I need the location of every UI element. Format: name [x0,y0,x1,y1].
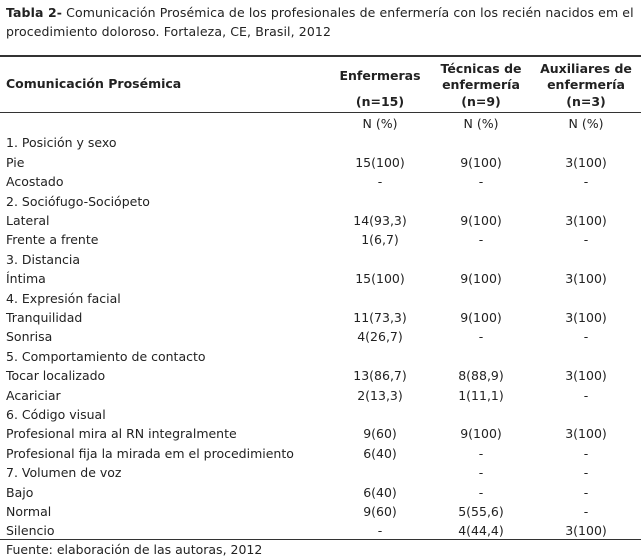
cell-tecnicas: - [478,329,484,345]
row-label: Normal [6,504,52,519]
table-row [0,405,641,424]
header-category: Comunicación Prosémica [6,76,182,91]
table-row [0,347,641,366]
row-label: Tranquilidad [6,310,83,325]
table-source: Fuente: elaboración de las autoras, 2012 [6,542,263,557]
table-row [0,463,641,482]
table-row [0,386,641,405]
cell-auxiliares: 3(100) [565,523,607,539]
table-row [0,289,641,308]
row-label: Sonrisa [6,329,53,345]
cell-auxiliares: N (%) [568,116,604,131]
cell-tecnicas: 9(100) [460,154,502,170]
row-label: Acariciar [6,387,61,403]
table-row [0,269,641,288]
row-label: Profesional mira al RN integralmente [6,426,237,442]
row-label: Acostado [6,174,64,190]
table-row [0,327,641,346]
cell-tecnicas: - [478,445,484,461]
cell-auxiliares: - [583,387,589,403]
row-label: Bajo [6,484,34,500]
table-row [0,230,641,249]
cell-tecnicas: - [478,232,484,248]
row-label: Profesional fija la mirada em el procedimiento [6,445,294,461]
cell-enfermeras: 9(60) [363,504,397,519]
header-col1-n: (n=15) [355,94,405,109]
header-col2-title-line2: enfermería [442,77,520,92]
cell-tecnicas: 1(11,1) [458,387,504,403]
row-label: Íntima [6,271,46,287]
cell-enfermeras: 11(73,3) [353,310,407,325]
cell-auxiliares: - [583,504,589,519]
cell-tecnicas: 5(55,6) [458,504,504,519]
cell-auxiliares: - [583,329,589,345]
row-label: 1. Posición y sexo [6,135,117,151]
cell-enfermeras: 13(86,7) [353,368,407,384]
table-row [0,308,641,327]
cell-enfermeras: 9(60) [363,426,397,442]
table-row [0,172,641,191]
cell-enfermeras: 2(13,3) [357,387,403,403]
row-label: 6. Código visual [6,407,106,422]
cell-tecnicas: 9(100) [460,426,502,442]
table-row [0,153,641,172]
cell-enfermeras: 14(93,3) [353,213,407,228]
header-col2-n: (n=9) [461,94,501,109]
cell-enfermeras: 1(6,7) [361,232,399,248]
header-col3-title-line1: Auxiliares de [540,61,632,76]
row-label: 7. Volumen de voz [6,465,122,481]
row-label: Lateral [6,213,50,228]
cell-tecnicas: 9(100) [460,271,502,287]
cell-tecnicas: 8(88,9) [458,368,504,384]
cell-enfermeras: 6(40) [363,484,397,500]
cell-auxiliares: 3(100) [565,426,607,442]
cell-auxiliares: 3(100) [565,310,607,325]
table-caption-text: Comunicación Prosémica de los profesionales de enfermería con los recién nacidos em el procedimiento doloroso. Fortaleza, CE, Brasil, 2012 [6,5,634,39]
cell-tecnicas: - [478,465,484,481]
cell-tecnicas: 9(100) [460,213,502,228]
cell-tecnicas: - [478,484,484,500]
table-row [0,114,641,133]
cell-tecnicas: 9(100) [460,310,502,325]
table-row [0,366,641,385]
table-row [0,444,641,463]
cell-tecnicas: - [478,174,484,190]
cell-enfermeras: 15(100) [355,154,405,170]
table-caption [6,3,636,41]
cell-enfermeras: - [377,523,383,539]
row-label: 4. Expresión facial [6,290,121,306]
header-col3-title-line2: enfermería [547,77,625,92]
cell-auxiliares: - [583,465,589,481]
cell-enfermeras: 6(40) [363,445,397,461]
cell-auxiliares: - [583,232,589,248]
table-row [0,521,641,540]
row-label: Silencio [6,523,55,539]
cell-enfermeras: N (%) [362,116,398,131]
row-label: Pie [6,154,25,170]
table-row [0,133,641,152]
top-rule [0,55,641,57]
header-col2-title-line1: Técnicas de [440,61,522,76]
cell-auxiliares: 3(100) [565,271,607,287]
table-row [0,502,641,521]
row-label: Tocar localizado [6,368,106,384]
cell-tecnicas: N (%) [463,116,499,131]
cell-enfermeras: 4(26,7) [357,329,403,345]
row-label: 3. Distancia [6,251,80,267]
bottom-rule [0,539,641,540]
row-label: 2. Sociófugo-Sociópeto [6,193,150,209]
table-label: Tabla 2- [6,5,63,20]
cell-auxiliares: 3(100) [565,368,607,384]
table-row [0,211,641,230]
header-col3-n: (n=3) [566,94,606,109]
row-label: 5. Comportamiento de contacto [6,348,206,364]
header-col1-title: Enfermeras [339,68,421,83]
cell-auxiliares: - [583,484,589,500]
cell-enfermeras: 15(100) [355,271,405,287]
cell-enfermeras: - [377,174,383,190]
table-row [0,424,641,443]
header-rule [0,112,641,113]
table-row [0,192,641,211]
cell-auxiliares: - [583,445,589,461]
table-row [0,250,641,269]
row-label: Frente a frente [6,232,99,248]
cell-auxiliares: - [583,174,589,190]
cell-auxiliares: 3(100) [565,213,607,228]
table-row [0,483,641,502]
cell-tecnicas: 4(44,4) [458,523,504,539]
cell-auxiliares: 3(100) [565,154,607,170]
